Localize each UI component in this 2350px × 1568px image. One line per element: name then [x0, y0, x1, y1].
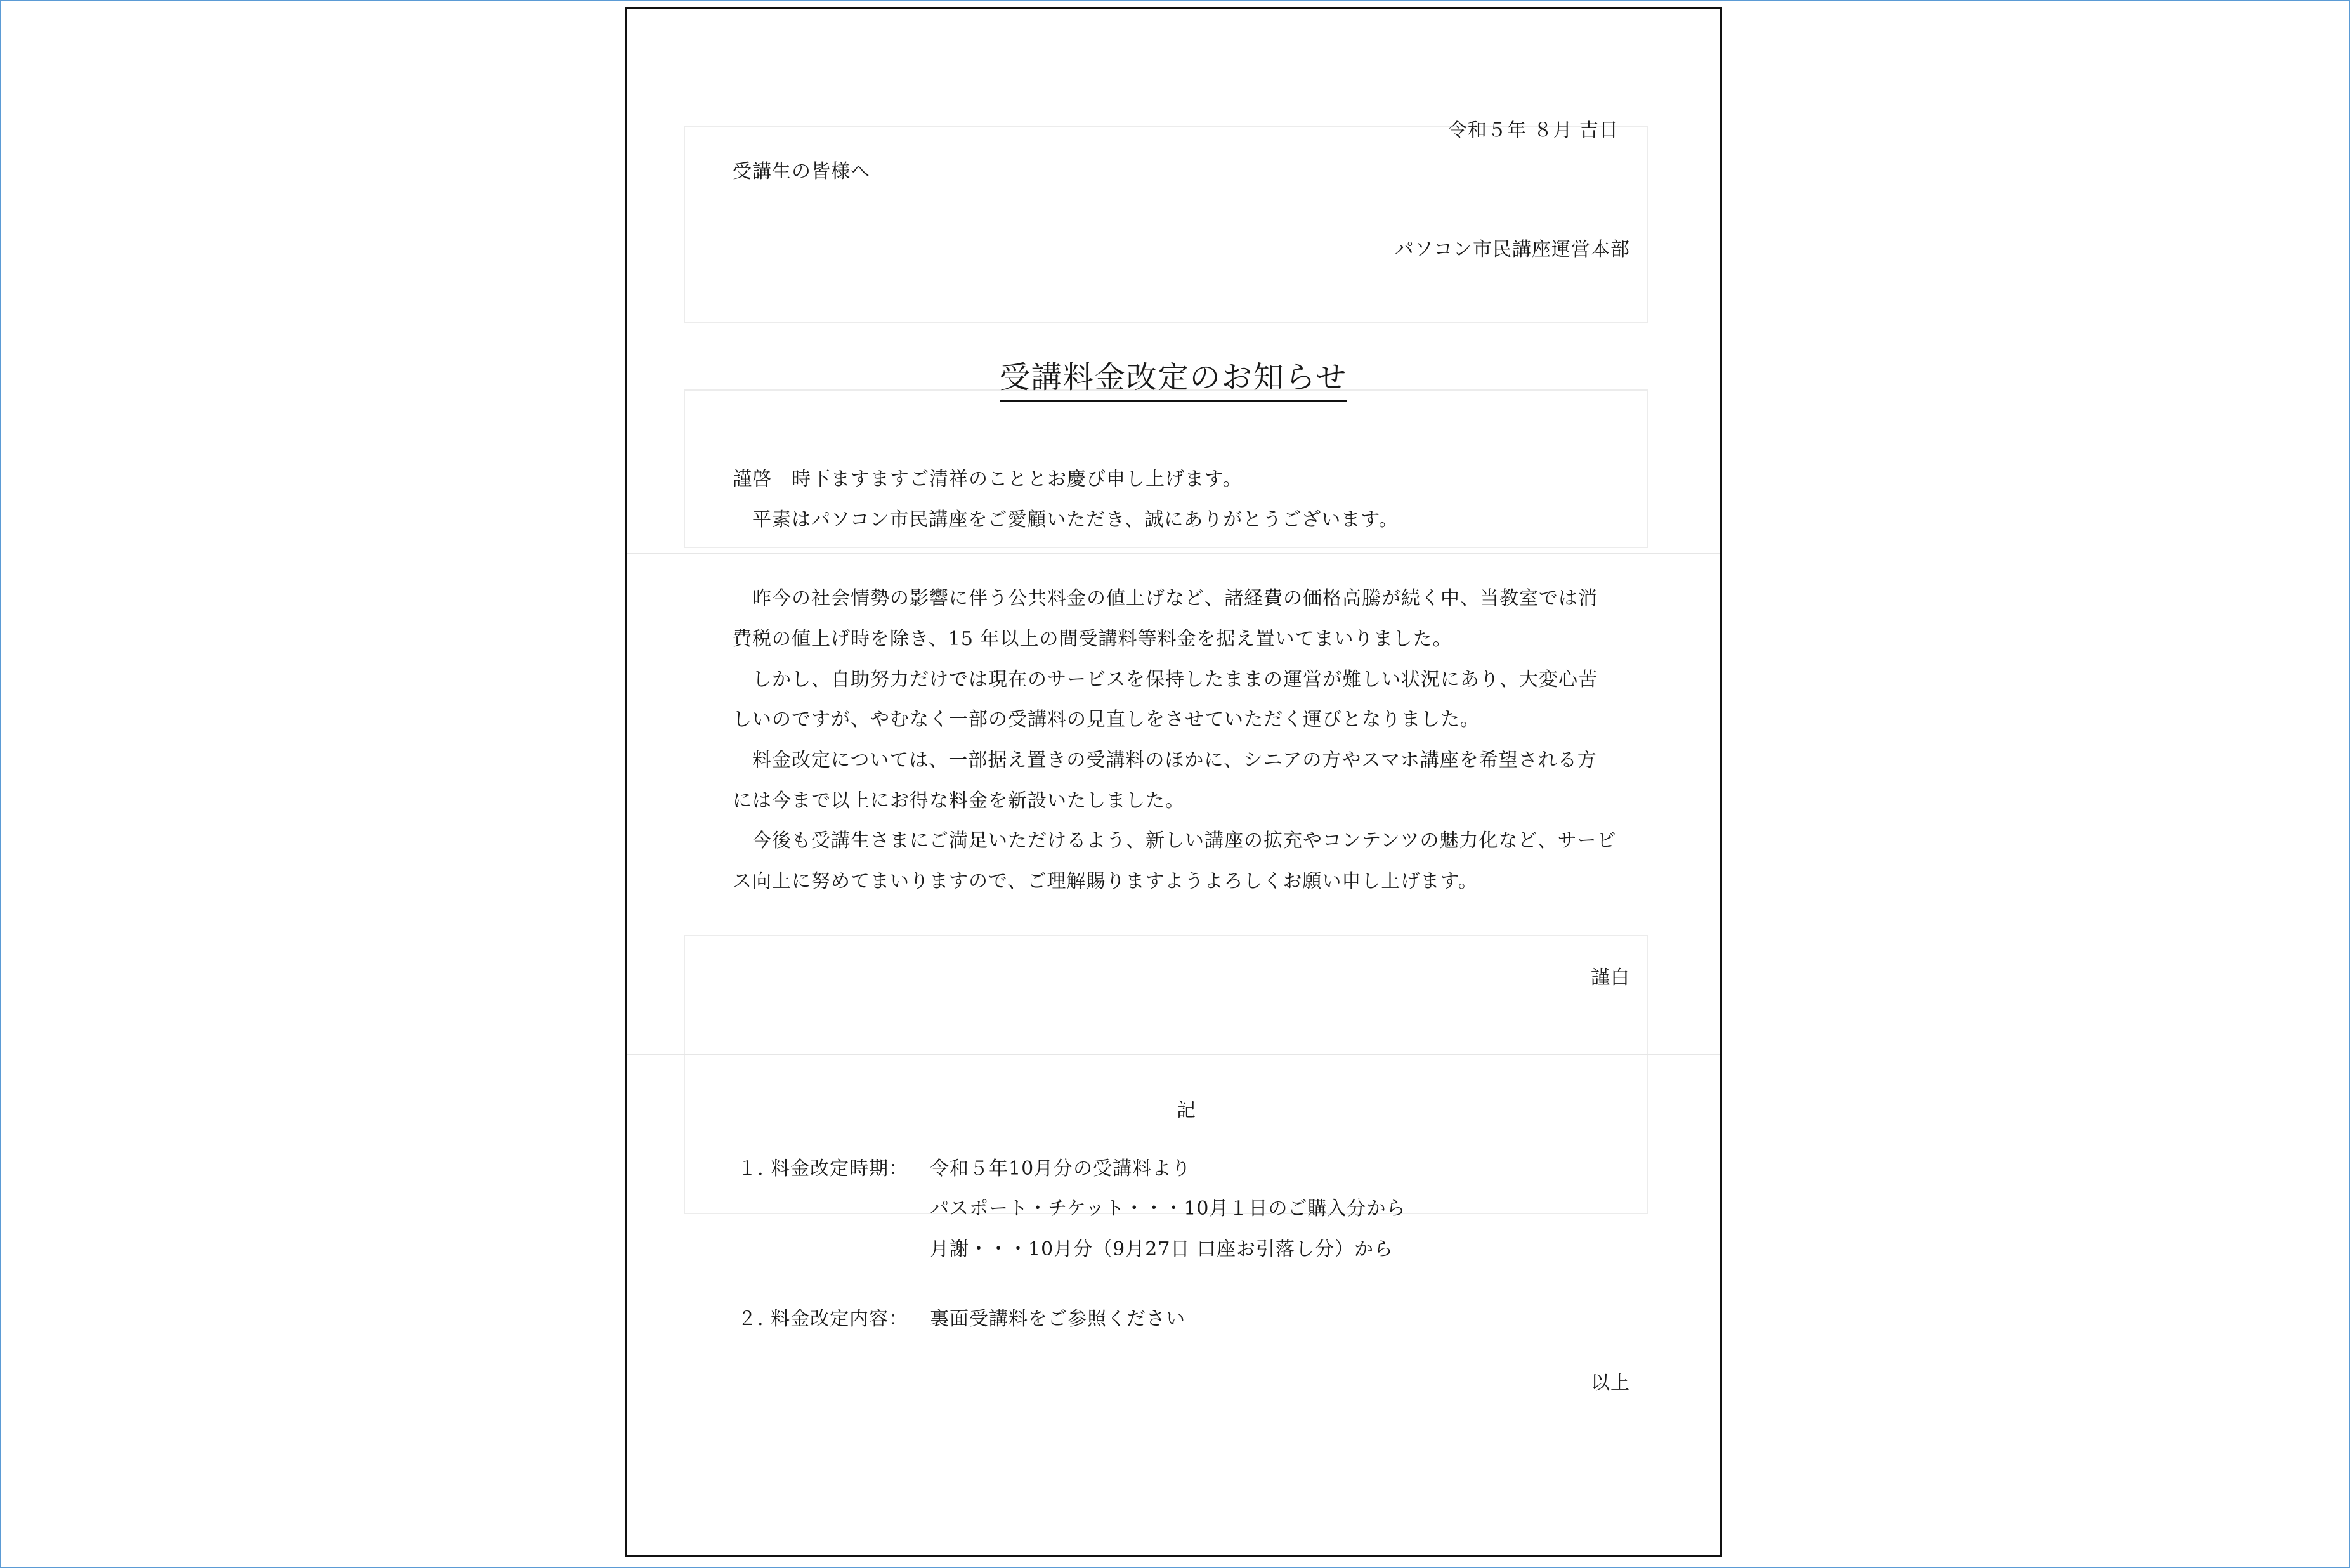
sender: パソコン市民講座運営本部 — [1394, 238, 1630, 261]
ki-heading: 記 — [1177, 1099, 1196, 1121]
greeting-line: 平素はパソコン市民講座をご愛顧いただき、誠にありがとうございます。 — [733, 509, 1399, 531]
bleed-through-table — [684, 126, 1648, 323]
body-line: 昨今の社会情勢の影響に伴う公共料金の値上げなど、諸経費の価格高騰が続く中、当教室では消 — [733, 587, 1598, 610]
item-1-label: １. 料金改定時期： — [738, 1158, 909, 1180]
addressee: 受講生の皆様へ — [733, 160, 870, 183]
item-2-line: 裏面受講料をご参照ください — [930, 1308, 1185, 1330]
greeting-line: 謹啓 時下ますますご清祥のこととお慶び申し上げます。 — [733, 468, 1243, 490]
body-line: しいのですが、やむなく一部の受講料の見直しをさせていただく運びとなりました。 — [733, 709, 1480, 731]
document-page — [625, 7, 1722, 1557]
document-title-text: 受講料金改定のお知らせ — [1000, 353, 1348, 402]
item-1-line: パスポート・チケット・・・10月１日のご購入分から — [930, 1198, 1406, 1220]
closing-kei: 謹白 — [1591, 967, 1630, 989]
body-line: しかし、自助努力だけでは現在のサービスを保持したままの運営が難しい状況にあり、大変心苦 — [733, 669, 1598, 691]
item-2-label: ２. 料金改定内容： — [738, 1308, 909, 1330]
paper-fold — [627, 1054, 1720, 1055]
body-line: 料金改定については、一部据え置きの受講料のほかに、シニアの方やスマホ講座を希望される方 — [733, 749, 1597, 771]
item-1-line: 令和５年10月分の受講料より — [930, 1158, 1192, 1180]
body-line: 今後も受講生さまにご満足いただけるよう、新しい講座の拡充やコンテンツの魅力化など、サービ — [733, 830, 1617, 852]
document-title — [627, 353, 1720, 402]
item-1-line: 月謝・・・10月分（9月27日 口座お引落し分）から — [930, 1238, 1394, 1260]
paper-fold — [627, 553, 1720, 554]
ijou: 以上 — [1591, 1372, 1630, 1394]
body-line: には今まで以上にお得な料金を新設いたしました。 — [733, 790, 1185, 812]
document-date: 令和５年 ８月 吉日 — [1447, 119, 1619, 141]
body-line: ス向上に努めてまいりますので、ご理解賜りますようよろしくお願い申し上げます。 — [733, 870, 1478, 892]
body-line: 費税の値上げ時を除き、15 年以上の間受講料等料金を据え置いてまいりました。 — [733, 628, 1452, 650]
